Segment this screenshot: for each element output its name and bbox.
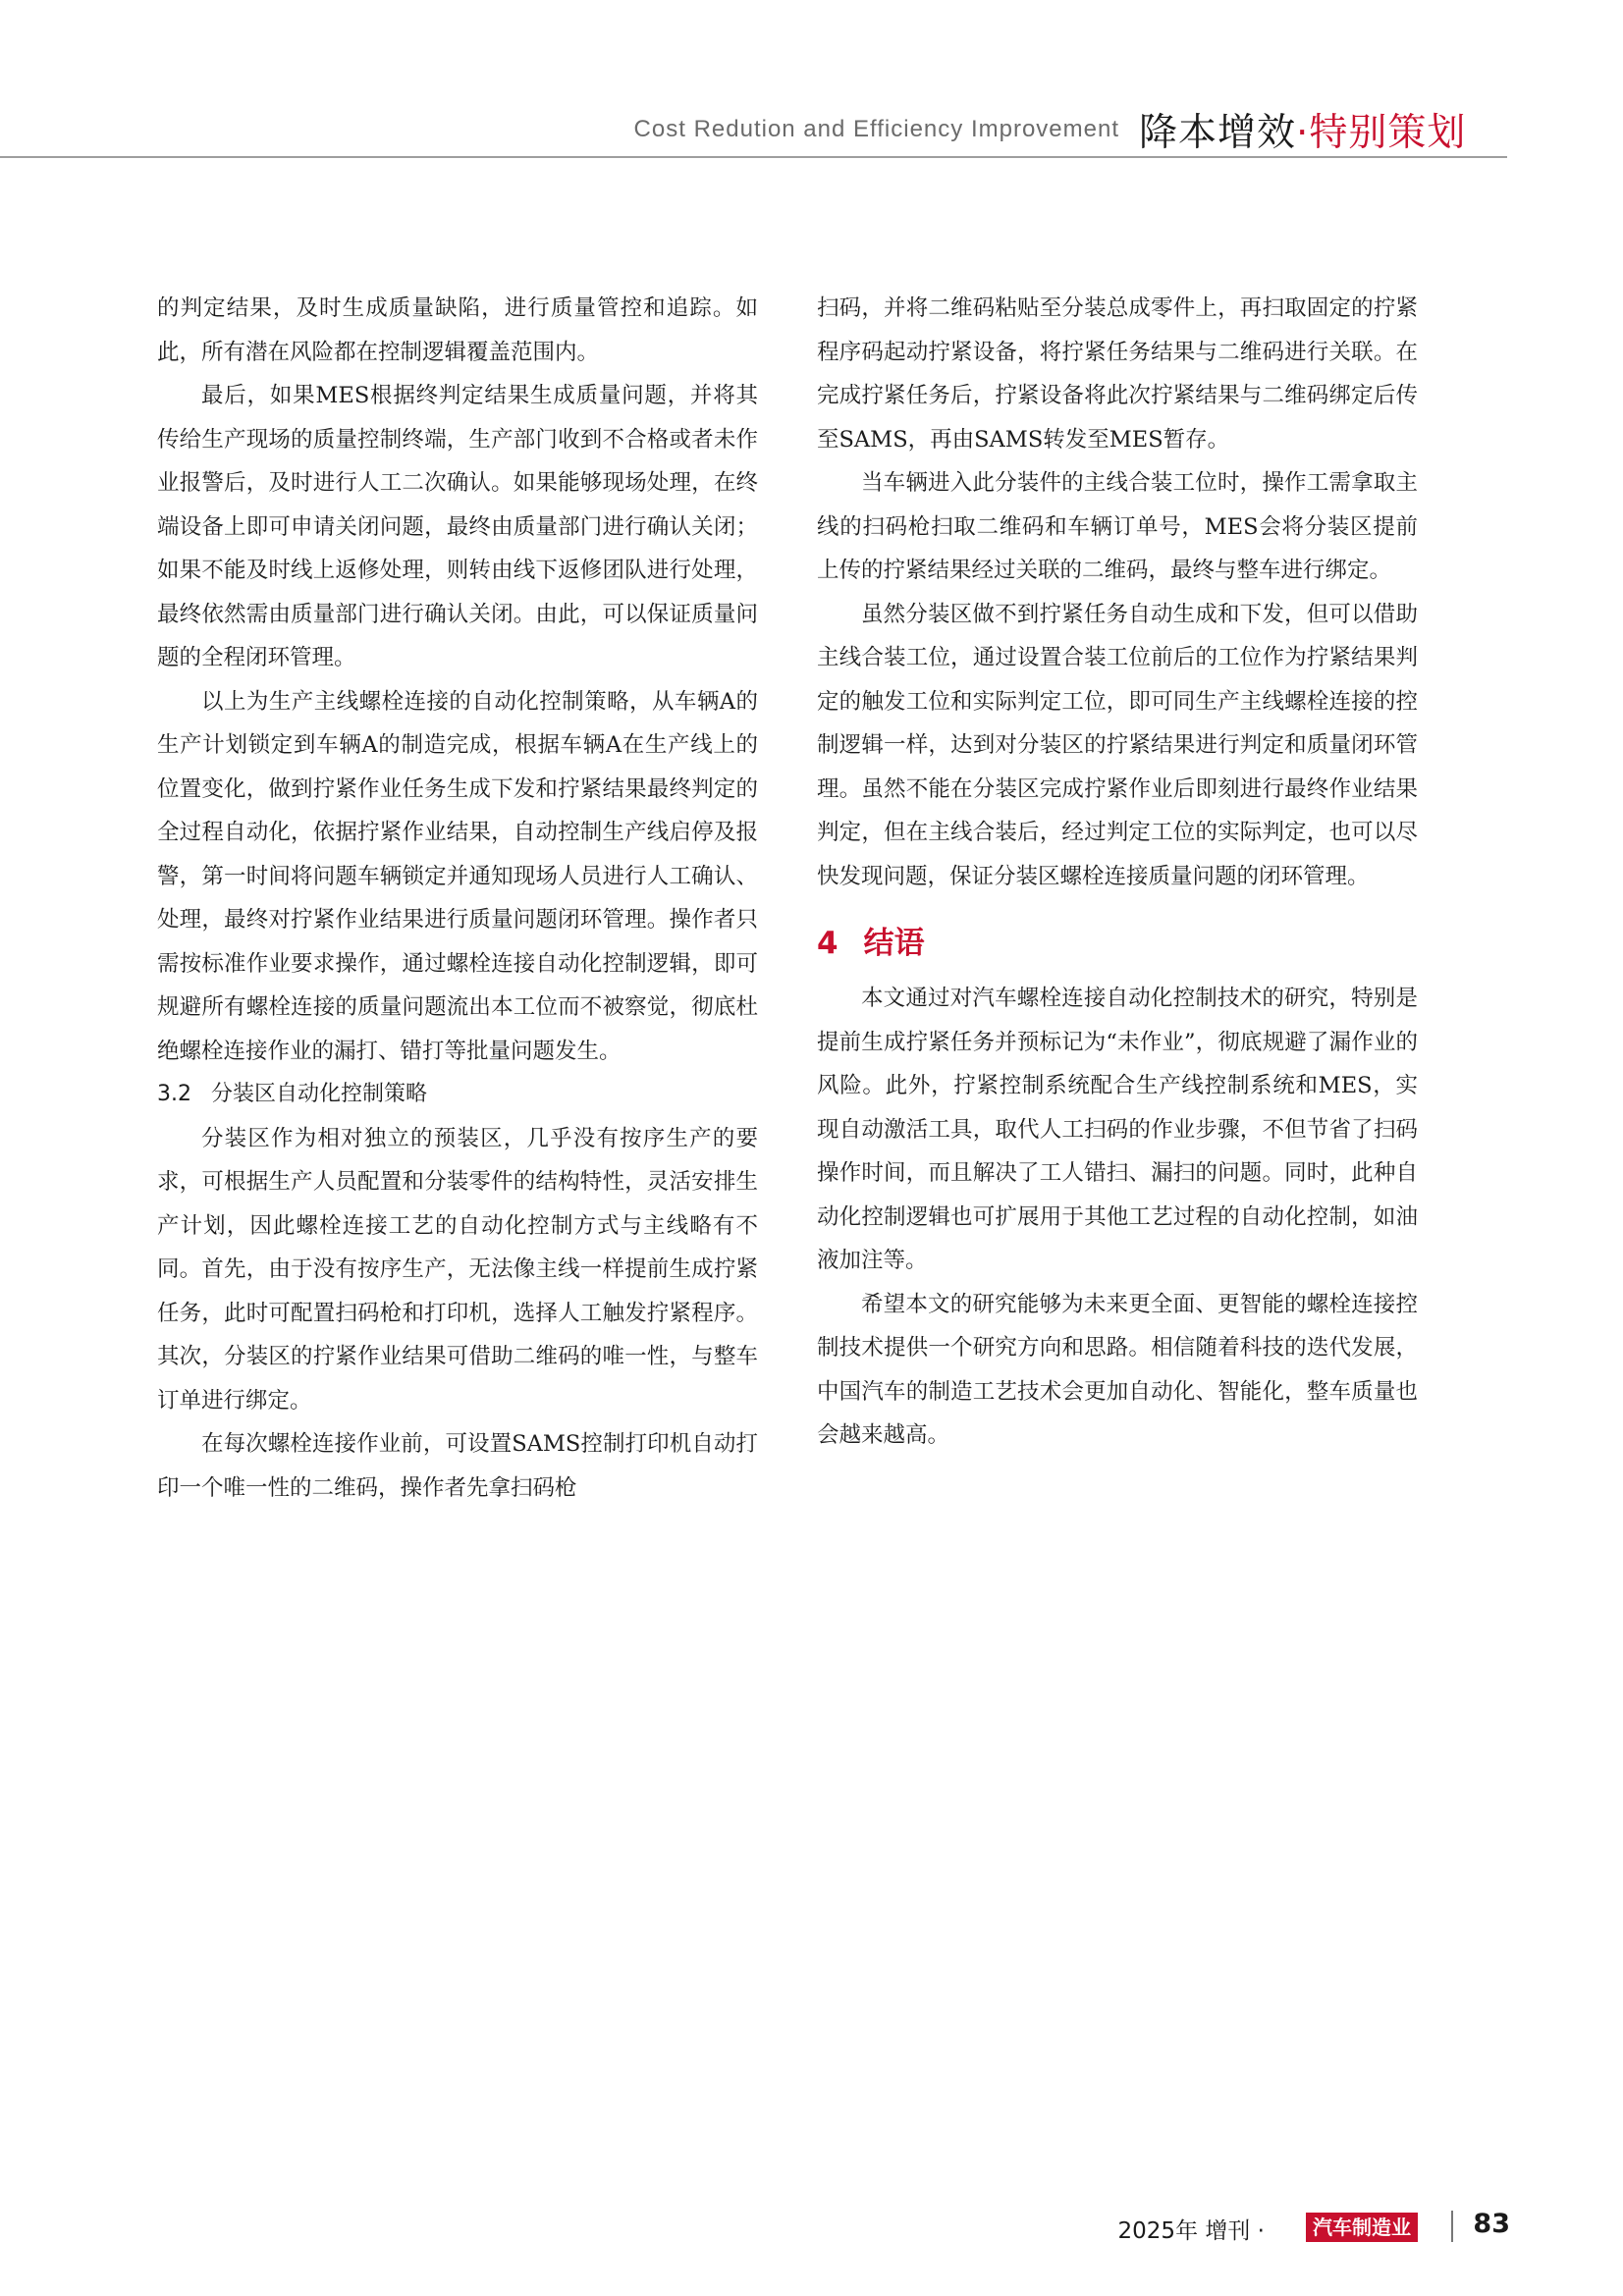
header-english-title: Cost Redution and Efficiency Improvement xyxy=(633,116,1119,142)
subsection-heading xyxy=(157,1073,758,1117)
page-number: 83 xyxy=(1473,2209,1510,2239)
paragraph: 以上为生产主线螺栓连接的自动化控制策略，从车辆A的生产计划锁定到车辆A的制造完成，根据车辆A在生产线上的位置变化，做到拧紧作业任务生成下发和拧紧结果最终判定的全过程自动化，依据拧紧作业结果，自动控制生产线启停及报警，第一时间将问题车辆锁定并通知现场人员进行人工确认、处理，最终对拧紧作业结果进行质量问题闭环管理。操作者只需按标准作业要求操作，通过螺栓连接自动化控制逻辑，即可规避所有螺栓连接的质量问题流出本工位而不被察觉，彻底杜绝螺栓连接作业的漏打、错打等批量问题发生。 xyxy=(157,688,758,1064)
subsection-number: 3.2 xyxy=(157,1082,191,1106)
header-chinese-title xyxy=(1139,102,1466,157)
footer-divider xyxy=(1451,2211,1453,2242)
header-title-part1: 降本增效 xyxy=(1139,111,1297,155)
paragraph: 分装区作为相对独立的预装区，几乎没有按序生产的要求，可根据生产人员配置和分装零件的结构特性，灵活安排生产计划，因此螺栓连接工艺的自动化控制方式与主线略有不同。首先，由于没有按序生产，无法像主线一样提前生成拧紧任务，此时可配置扫码枪和打印机，选择人工触发拧紧程序。其次，分装区的拧紧作业结果可借助二维码的唯一性，与整车订单进行绑定。 xyxy=(157,1125,758,1414)
paragraph: 扫码，并将二维码粘贴至分装总成零件上，再扫取固定的拧紧程序码起动拧紧设备，将拧紧任务结果与二维码进行关联。在完成拧紧任务后，拧紧设备将此次拧紧结果与二维码绑定后传至SAMS，再由SAMS转发至MES暂存。 xyxy=(817,295,1418,453)
paragraph: 希望本文的研究能够为未来更全面、更智能的螺栓连接控制技术提供一个研究方向和思路。相信随着科技的迭代发展，中国汽车的制造工艺技术会更加自动化、智能化，整车质量也会越来越高。 xyxy=(817,1291,1418,1448)
header-title-separator: · xyxy=(1296,111,1310,155)
section-title: 结语 xyxy=(863,926,925,961)
section-number: 4 xyxy=(817,926,839,961)
subsection-title: 分装区自动化控制策略 xyxy=(211,1082,428,1106)
paragraph: 本文通过对汽车螺栓连接自动化控制技术的研究，特别是提前生成拧紧任务并预标记为“未作业”，彻底规避了漏作业的风险。此外，拧紧控制系统配合生产线控制系统和MES，实现自动激活工具，取代人工扫码的作业步骤，不但节省了扫码操作时间，而且解决了工人错扫、漏扫的问题。同时，此种自动化控制逻辑也可扩展用于其他工艺过程的自动化控制，如油液加注等。 xyxy=(817,986,1418,1273)
right-column xyxy=(817,287,1418,1458)
section-heading xyxy=(817,920,1418,967)
paragraph: 在每次螺栓连接作业前，可设置SAMS控制打印机自动打印一个唯一性的二维码，操作者先拿扫码枪 xyxy=(157,1431,758,1501)
paragraph: 的判定结果，及时生成质量缺陷，进行质量管控和追踪。如此，所有潜在风险都在控制逻辑覆盖范围内。 xyxy=(157,295,758,365)
paragraph: 虽然分装区做不到拧紧任务自动生成和下发，但可以借助主线合装工位，通过设置合装工位前后的工位作为拧紧结果判定的触发工位和实际判定工位，即可同生产主线螺栓连接的控制逻辑一样，达到对分装区的拧紧结果进行判定和质量闭环管理。虽然不能在分装区完成拧紧作业后即刻进行最终作业结果判定，但在主线合装后，经过判定工位的实际判定，也可以尽快发现问题，保证分装区螺栓连接质量问题的闭环管理。 xyxy=(817,601,1418,889)
header-title-part2: 特别策划 xyxy=(1309,111,1467,155)
page-footer xyxy=(1080,2209,1510,2248)
paragraph: 当车辆进入此分装件的主线合装工位时，操作工需拿取主线的扫码枪扫取二维码和车辆订单号，MES会将分装区提前上传的拧紧结果经过关联的二维码，最终与整车进行绑定。 xyxy=(817,470,1418,583)
issue-label: 2025年 增刊 · xyxy=(1117,2218,1265,2244)
journal-logo: 汽车制造业 xyxy=(1306,2213,1418,2242)
header-divider xyxy=(0,156,1507,158)
paragraph: 最后，如果MES根据终判定结果生成质量问题，并将其传给生产现场的质量控制终端，生产部门收到不合格或者未作业报警后，及时进行人工二次确认。如果能够现场处理，在终端设备上即可申请关闭问题，最终由质量部门进行确认关闭；如果不能及时线上返修处理，则转由线下返修团队进行处理，最终依然需由质量部门进行确认关闭。由此，可以保证质量问题的全程闭环管理。 xyxy=(157,383,758,670)
left-column xyxy=(157,287,758,1510)
